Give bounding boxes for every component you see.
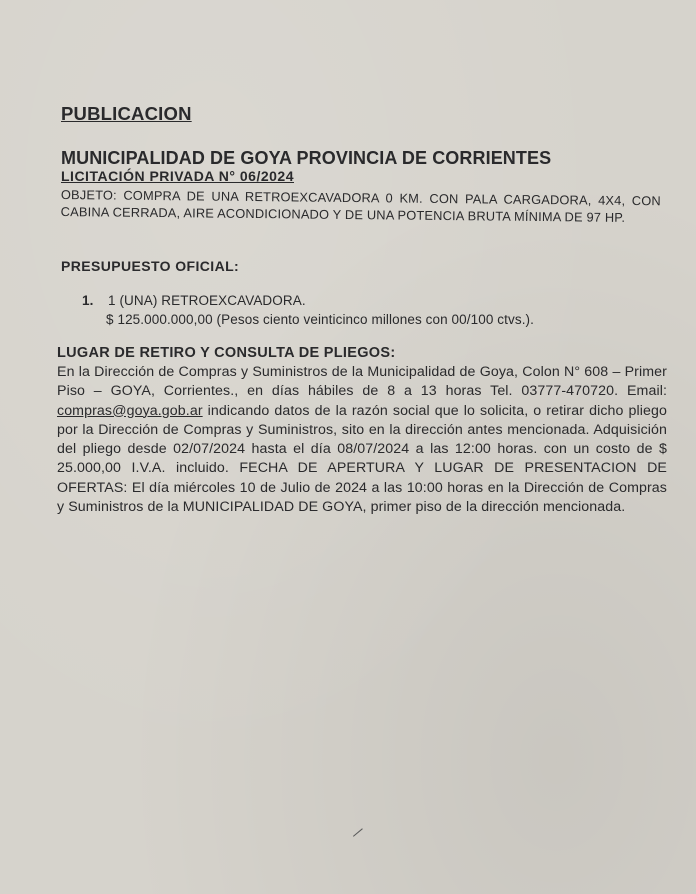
objeto-paragraph: OBJETO: COMPRA DE UNA RETROEXCAVADORA 0 KM. CON PALA CARGADORA, 4X4, CON CABINA CERRADA, AIRE ACONDICIONADO Y DE UNA POTENCIA BRUTA MÍNIMA DE 97 HP. [60,186,661,225]
presupuesto-title: PRESUPUESTO OFICIAL: [61,258,240,274]
lugar-text-part2: indicando datos de la razón social que lo solicita, o retirar dicho pliego por la Dirección de Compras y Suministros, sito en la dirección antes mencionada. Adquisición del pliego desde 02/07/2024 hasta el día 08/07/2024 a las 12:00 horas. con un costo de $ 25.000,00 I.V.A. incluido. FECHA DE APERTURA Y LUGAR DE PRESENTACION DE OFERTAS: El día miércoles 10 de Julio de 2024 a las 10:00 horas en la Dirección de Compras y Suministros de la MUNICIPALIDAD DE GOYA, primer piso de la dirección mencionada. [57,402,667,516]
presupuesto-item-amount: $ 125.000.000,00 (Pesos ciento veinticinco millones con 00/100 ctvs.). [106,312,534,327]
lugar-paragraph [57,363,667,517]
presupuesto-item [82,291,602,329]
presupuesto-item-description: 1 (UNA) RETROEXCAVADORA. [108,293,306,308]
presupuesto-item-number: 1. [82,293,94,308]
lugar-title: LUGAR DE RETIRO Y CONSULTA DE PLIEGOS: [57,345,396,361]
pen-mark [353,828,363,837]
lugar-text-part1: En la Dirección de Compras y Suministros de la Municipalidad de Goya, Colon N° 608 – Primer Piso – GOYA, Corrientes., en días hábiles de 8 a 13 horas Tel. 03777-470720. Email: [57,364,667,400]
municipality-title: MUNICIPALIDAD DE GOYA PROVINCIA DE CORRIENTES [61,148,552,168]
licitacion-number: LICITACIÓN PRIVADA N° 06/2024 [61,168,294,184]
publication-heading: PUBLICACION [61,103,192,124]
email-link[interactable]: compras@goya.gob.ar [57,402,203,419]
